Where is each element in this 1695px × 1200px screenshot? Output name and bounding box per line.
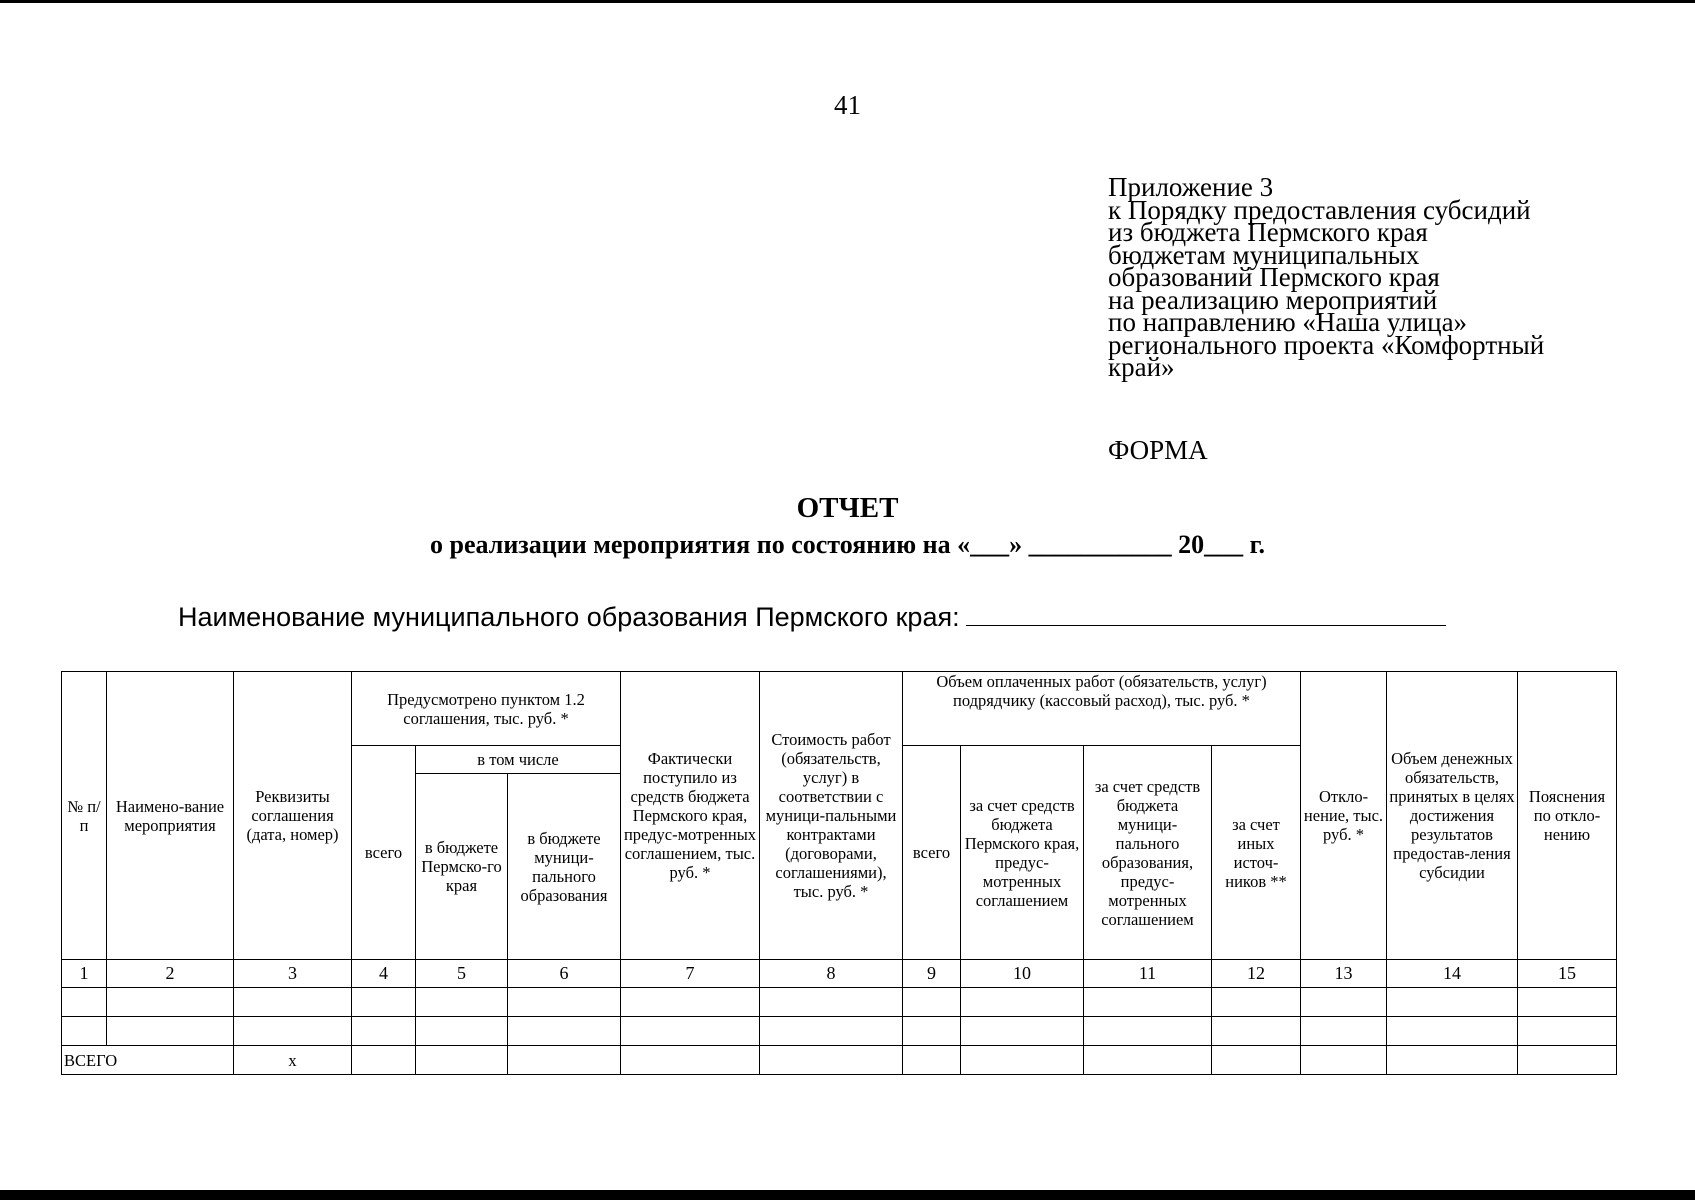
- table-cell[interactable]: [416, 1017, 508, 1046]
- table-cell[interactable]: [416, 988, 508, 1017]
- table-cell[interactable]: [1212, 1017, 1301, 1046]
- column-number: 15: [1518, 960, 1617, 988]
- header-received-funds: Фактически поступило из средств бюджета Пермского края, предус-мотренных соглашением, тыс. руб. *: [621, 672, 760, 960]
- table-cell[interactable]: [107, 1017, 234, 1046]
- table-cell[interactable]: [621, 1017, 760, 1046]
- table-cell[interactable]: [621, 988, 760, 1017]
- appendix-line: бюджетам муниципальных: [1108, 239, 1420, 270]
- table-cell[interactable]: [1084, 1046, 1212, 1075]
- table-cell[interactable]: [1301, 988, 1387, 1017]
- column-number: 1: [62, 960, 107, 988]
- scan-top-edge: [0, 0, 1695, 3]
- table-cell[interactable]: [760, 988, 903, 1017]
- table-cell[interactable]: [1518, 1017, 1617, 1046]
- table-row: [62, 1017, 1617, 1046]
- header-explanations: Пояснения по откло-нению: [1518, 672, 1617, 960]
- total-mark: x: [234, 1046, 352, 1075]
- report-title: ОТЧЕТ: [796, 492, 899, 524]
- table-cell[interactable]: [1212, 1046, 1301, 1075]
- report-subtitle: о реализации мероприятия по состоянию на «___» ___________ 20___ г.: [430, 530, 1265, 559]
- header-deviation: Откло-нение, тыс. руб. *: [1301, 672, 1387, 960]
- table-cell[interactable]: [961, 1046, 1084, 1075]
- column-number: 4: [352, 960, 416, 988]
- table-cell[interactable]: [352, 1046, 416, 1075]
- table-cell[interactable]: [961, 988, 1084, 1017]
- table-cell[interactable]: [903, 1017, 961, 1046]
- table-cell[interactable]: [760, 1046, 903, 1075]
- column-number: 8: [760, 960, 903, 988]
- table-cell[interactable]: [1301, 1017, 1387, 1046]
- table-cell[interactable]: [62, 988, 107, 1017]
- appendix-line: по направлению «Наша улица»: [1108, 307, 1468, 337]
- table-cell[interactable]: [1301, 1046, 1387, 1075]
- appendix-line: к Порядку предоставления субсидий: [1108, 194, 1531, 225]
- table-cell[interactable]: [1387, 988, 1518, 1017]
- table-cell[interactable]: [416, 1046, 508, 1075]
- header-planned-total: всего: [352, 746, 416, 960]
- appendix-line: из бюджета Пермского края: [1108, 217, 1428, 247]
- table-cell[interactable]: [234, 1017, 352, 1046]
- table-cell[interactable]: [1212, 988, 1301, 1017]
- header-planned-municipal: в бюджете муници-пального образования: [508, 774, 621, 960]
- header-works-cost: Стоимость работ (обязательств, услуг) в соответствии с муници-пальными контрактами (договорами, соглашениями), тыс. руб. *: [760, 672, 903, 960]
- table-cell[interactable]: [1387, 1046, 1518, 1075]
- header-paid-other: за счет иных источ-ников **: [1212, 746, 1301, 960]
- appendix-line: край»: [1108, 352, 1175, 382]
- header-planned-group: Предусмотрено пунктом 1.2 соглашения, тыс. руб. *: [352, 672, 621, 746]
- table-cell[interactable]: [107, 988, 234, 1017]
- header-paid-total: всего: [903, 746, 961, 960]
- table-cell[interactable]: [352, 1017, 416, 1046]
- column-number: 11: [1084, 960, 1212, 988]
- table-cell[interactable]: [352, 988, 416, 1017]
- form-label: ФОРМА: [1108, 435, 1208, 465]
- appendix-line: регионального проекта «Комфортный: [1108, 329, 1545, 360]
- table-cell[interactable]: [62, 1017, 107, 1046]
- table-cell[interactable]: [508, 988, 621, 1017]
- table-cell[interactable]: [1518, 1046, 1617, 1075]
- header-row: [62, 672, 1617, 746]
- table-cell[interactable]: [508, 1017, 621, 1046]
- table-cell[interactable]: [234, 988, 352, 1017]
- table-cell[interactable]: [1518, 988, 1617, 1017]
- header-paid-group: Объем оплаченных работ (обязательств, услуг) подрядчику (кассовый расход), тыс. руб. *: [903, 672, 1301, 746]
- table-cell[interactable]: [1084, 1017, 1212, 1046]
- table-cell[interactable]: [508, 1046, 621, 1075]
- column-number: 6: [508, 960, 621, 988]
- column-number: 9: [903, 960, 961, 988]
- appendix-line: образований Пермского края: [1108, 262, 1440, 292]
- table-cell[interactable]: [760, 1017, 903, 1046]
- table-cell[interactable]: [903, 1046, 961, 1075]
- municipality-field[interactable]: [966, 601, 1446, 626]
- column-number: 12: [1212, 960, 1301, 988]
- header-planned-region: в бюджете Пермско-го края: [416, 774, 508, 960]
- table-cell[interactable]: [903, 988, 961, 1017]
- table-cell[interactable]: [1387, 1017, 1518, 1046]
- appendix-note: [1108, 172, 1545, 382]
- column-number: 3: [234, 960, 352, 988]
- municipality-label: Наименование муниципального образования Пермского края:: [178, 602, 960, 632]
- header-including: в том числе: [416, 746, 621, 774]
- column-number-row: [62, 960, 1617, 988]
- header-obligations: Объем денежных обязательств, принятых в целях достижения результатов предостав-ления субсидии: [1387, 672, 1518, 960]
- appendix-line: на реализацию мероприятий: [1108, 284, 1438, 315]
- page-number: 41: [834, 90, 861, 120]
- header-paid-region: за счет средств бюджета Пермского края, предус-мотренных соглашением: [961, 746, 1084, 960]
- column-number: 2: [107, 960, 234, 988]
- table-cell[interactable]: [621, 1046, 760, 1075]
- column-number: 5: [416, 960, 508, 988]
- total-label: ВСЕГО: [62, 1046, 234, 1075]
- header-event-name: Наимено-вание мероприятия: [107, 672, 234, 960]
- header-paid-municipal: за счет средств бюджета муници-пального образования, предус-мотренных соглашением: [1084, 746, 1212, 960]
- header-number: № п/п: [62, 672, 107, 960]
- column-number: 14: [1387, 960, 1518, 988]
- appendix-line: Приложение 3: [1108, 172, 1274, 202]
- table-cell[interactable]: [1084, 988, 1212, 1017]
- column-number: 10: [961, 960, 1084, 988]
- municipality-line: [178, 601, 1446, 633]
- column-number: 13: [1301, 960, 1387, 988]
- table-cell[interactable]: [961, 1017, 1084, 1046]
- column-number: 7: [621, 960, 760, 988]
- header-agreement-details: Реквизиты соглашения (дата, номер): [234, 672, 352, 960]
- total-row: [62, 1046, 1617, 1075]
- table-row: [62, 988, 1617, 1017]
- report-table: [61, 671, 1617, 1075]
- scan-bottom-edge: [0, 1190, 1695, 1200]
